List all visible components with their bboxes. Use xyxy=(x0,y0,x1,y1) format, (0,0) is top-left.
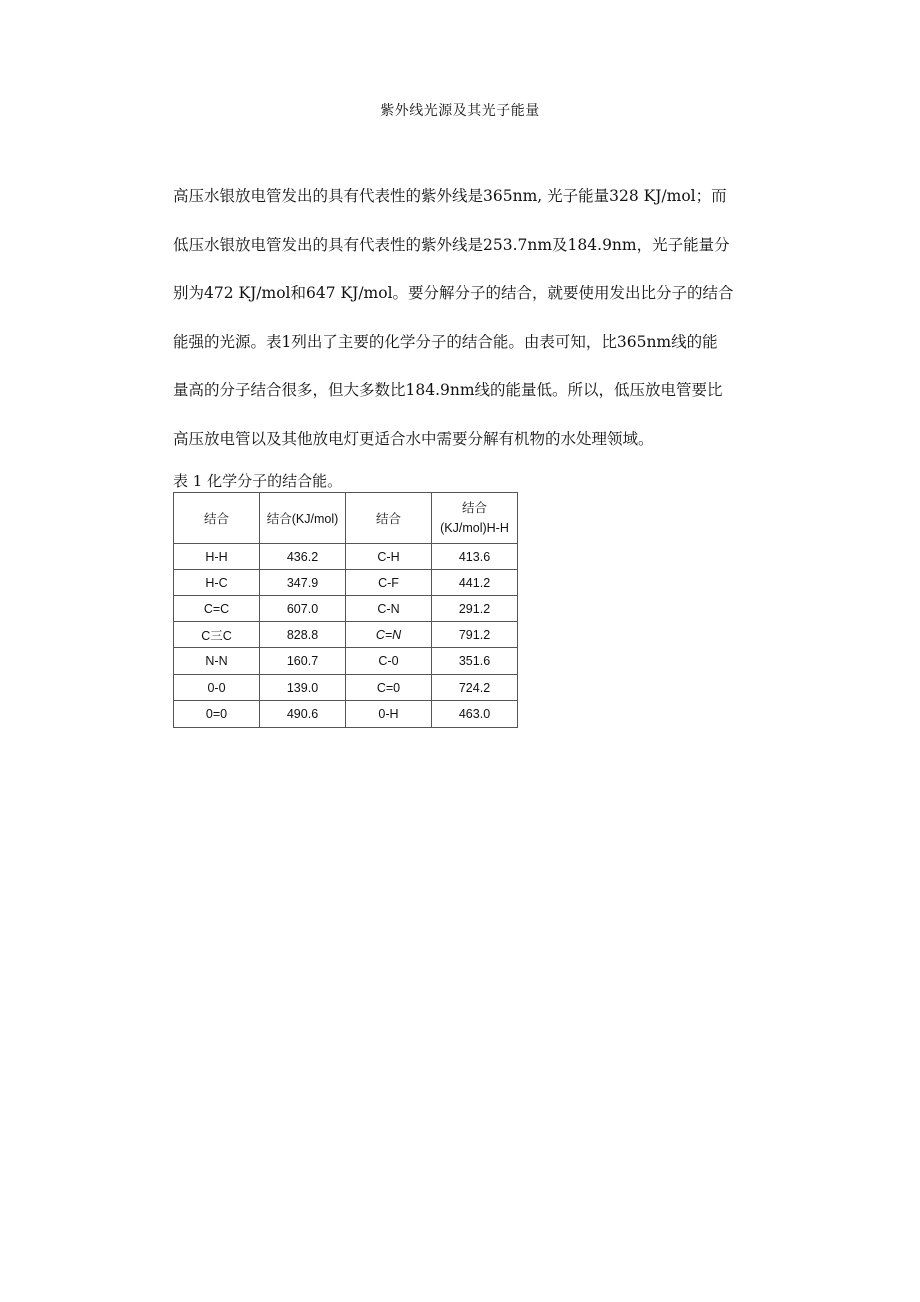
table-cell: 791.2 xyxy=(432,622,518,648)
header-cell: 结合(KJ/mol) xyxy=(260,493,346,544)
table-cell: 291.2 xyxy=(432,596,518,622)
paragraph-line: 高压水银放电管发出的具有代表性的紫外线是365nm, 光子能量328 KJ/mol；而 xyxy=(173,187,727,205)
table-cell: C-F xyxy=(346,570,432,596)
table-cell: H-H xyxy=(174,544,260,570)
table-cell: 607.0 xyxy=(260,596,346,622)
table-cell: 139.0 xyxy=(260,675,346,701)
paragraph-line: 高压放电管以及其他放电灯更适合水中需要分解有机物的水处理领域。 xyxy=(173,429,654,448)
header-cell: 结合 xyxy=(346,493,432,544)
document-title: 紫外线光源及其光子能量 xyxy=(380,103,540,119)
table-row xyxy=(174,596,518,622)
table-cell: 0-H xyxy=(346,701,432,728)
table-cell: C=C xyxy=(174,596,260,622)
table-cell: 441.2 xyxy=(432,570,518,596)
paragraph-line: 量高的分子结合很多，但大多数比184.9nm线的能量低。所以，低压放电管要比 xyxy=(173,381,723,399)
table-row xyxy=(174,701,518,728)
table-cell: C-0 xyxy=(346,648,432,675)
table-cell: N-N xyxy=(174,648,260,675)
header-cell xyxy=(432,493,518,544)
table-cell: 436.2 xyxy=(260,544,346,570)
header-cell-line: 结合 xyxy=(461,501,487,515)
header-cell-line: (KJ/mol)H-H xyxy=(440,521,509,535)
table-cell: C-N xyxy=(346,596,432,622)
table-cell: 724.2 xyxy=(432,675,518,701)
table-cell: C-H xyxy=(346,544,432,570)
table-row xyxy=(174,570,518,596)
table-row xyxy=(174,648,518,675)
table-cell: 0=0 xyxy=(174,701,260,728)
table-cell: C=0 xyxy=(346,675,432,701)
table-header-row xyxy=(174,493,518,544)
table-cell: H-C xyxy=(174,570,260,596)
table-cell: C=N xyxy=(346,622,432,648)
table-row xyxy=(174,622,518,648)
table-cell: 828.8 xyxy=(260,622,346,648)
table-cell: 351.6 xyxy=(432,648,518,675)
bond-energy-table xyxy=(173,492,518,728)
table-row xyxy=(174,675,518,701)
table-cell: 347.9 xyxy=(260,570,346,596)
body-paragraph xyxy=(173,172,753,463)
table-cell: C三C xyxy=(174,622,260,648)
table-cell: 0-0 xyxy=(174,675,260,701)
table-cell: 463.0 xyxy=(432,701,518,728)
header-cell: 结合 xyxy=(174,493,260,544)
table-caption: 表 1 化学分子的结合能。 xyxy=(173,472,343,490)
paragraph-line: 别为472 KJ/mol和647 KJ/mol。要分解分子的结合，就要使用发出比分子的结合 xyxy=(173,284,734,302)
table-cell: 160.7 xyxy=(260,648,346,675)
paragraph-line: 能强的光源。表1列出了主要的化学分子的结合能。由表可知，比365nm线的能 xyxy=(173,332,718,351)
table-cell: 490.6 xyxy=(260,701,346,728)
table-cell: 413.6 xyxy=(432,544,518,570)
table-row xyxy=(174,544,518,570)
paragraph-line: 低压水银放电管发出的具有代表性的紫外线是253.7nm及184.9nm，光子能量分 xyxy=(173,235,730,254)
